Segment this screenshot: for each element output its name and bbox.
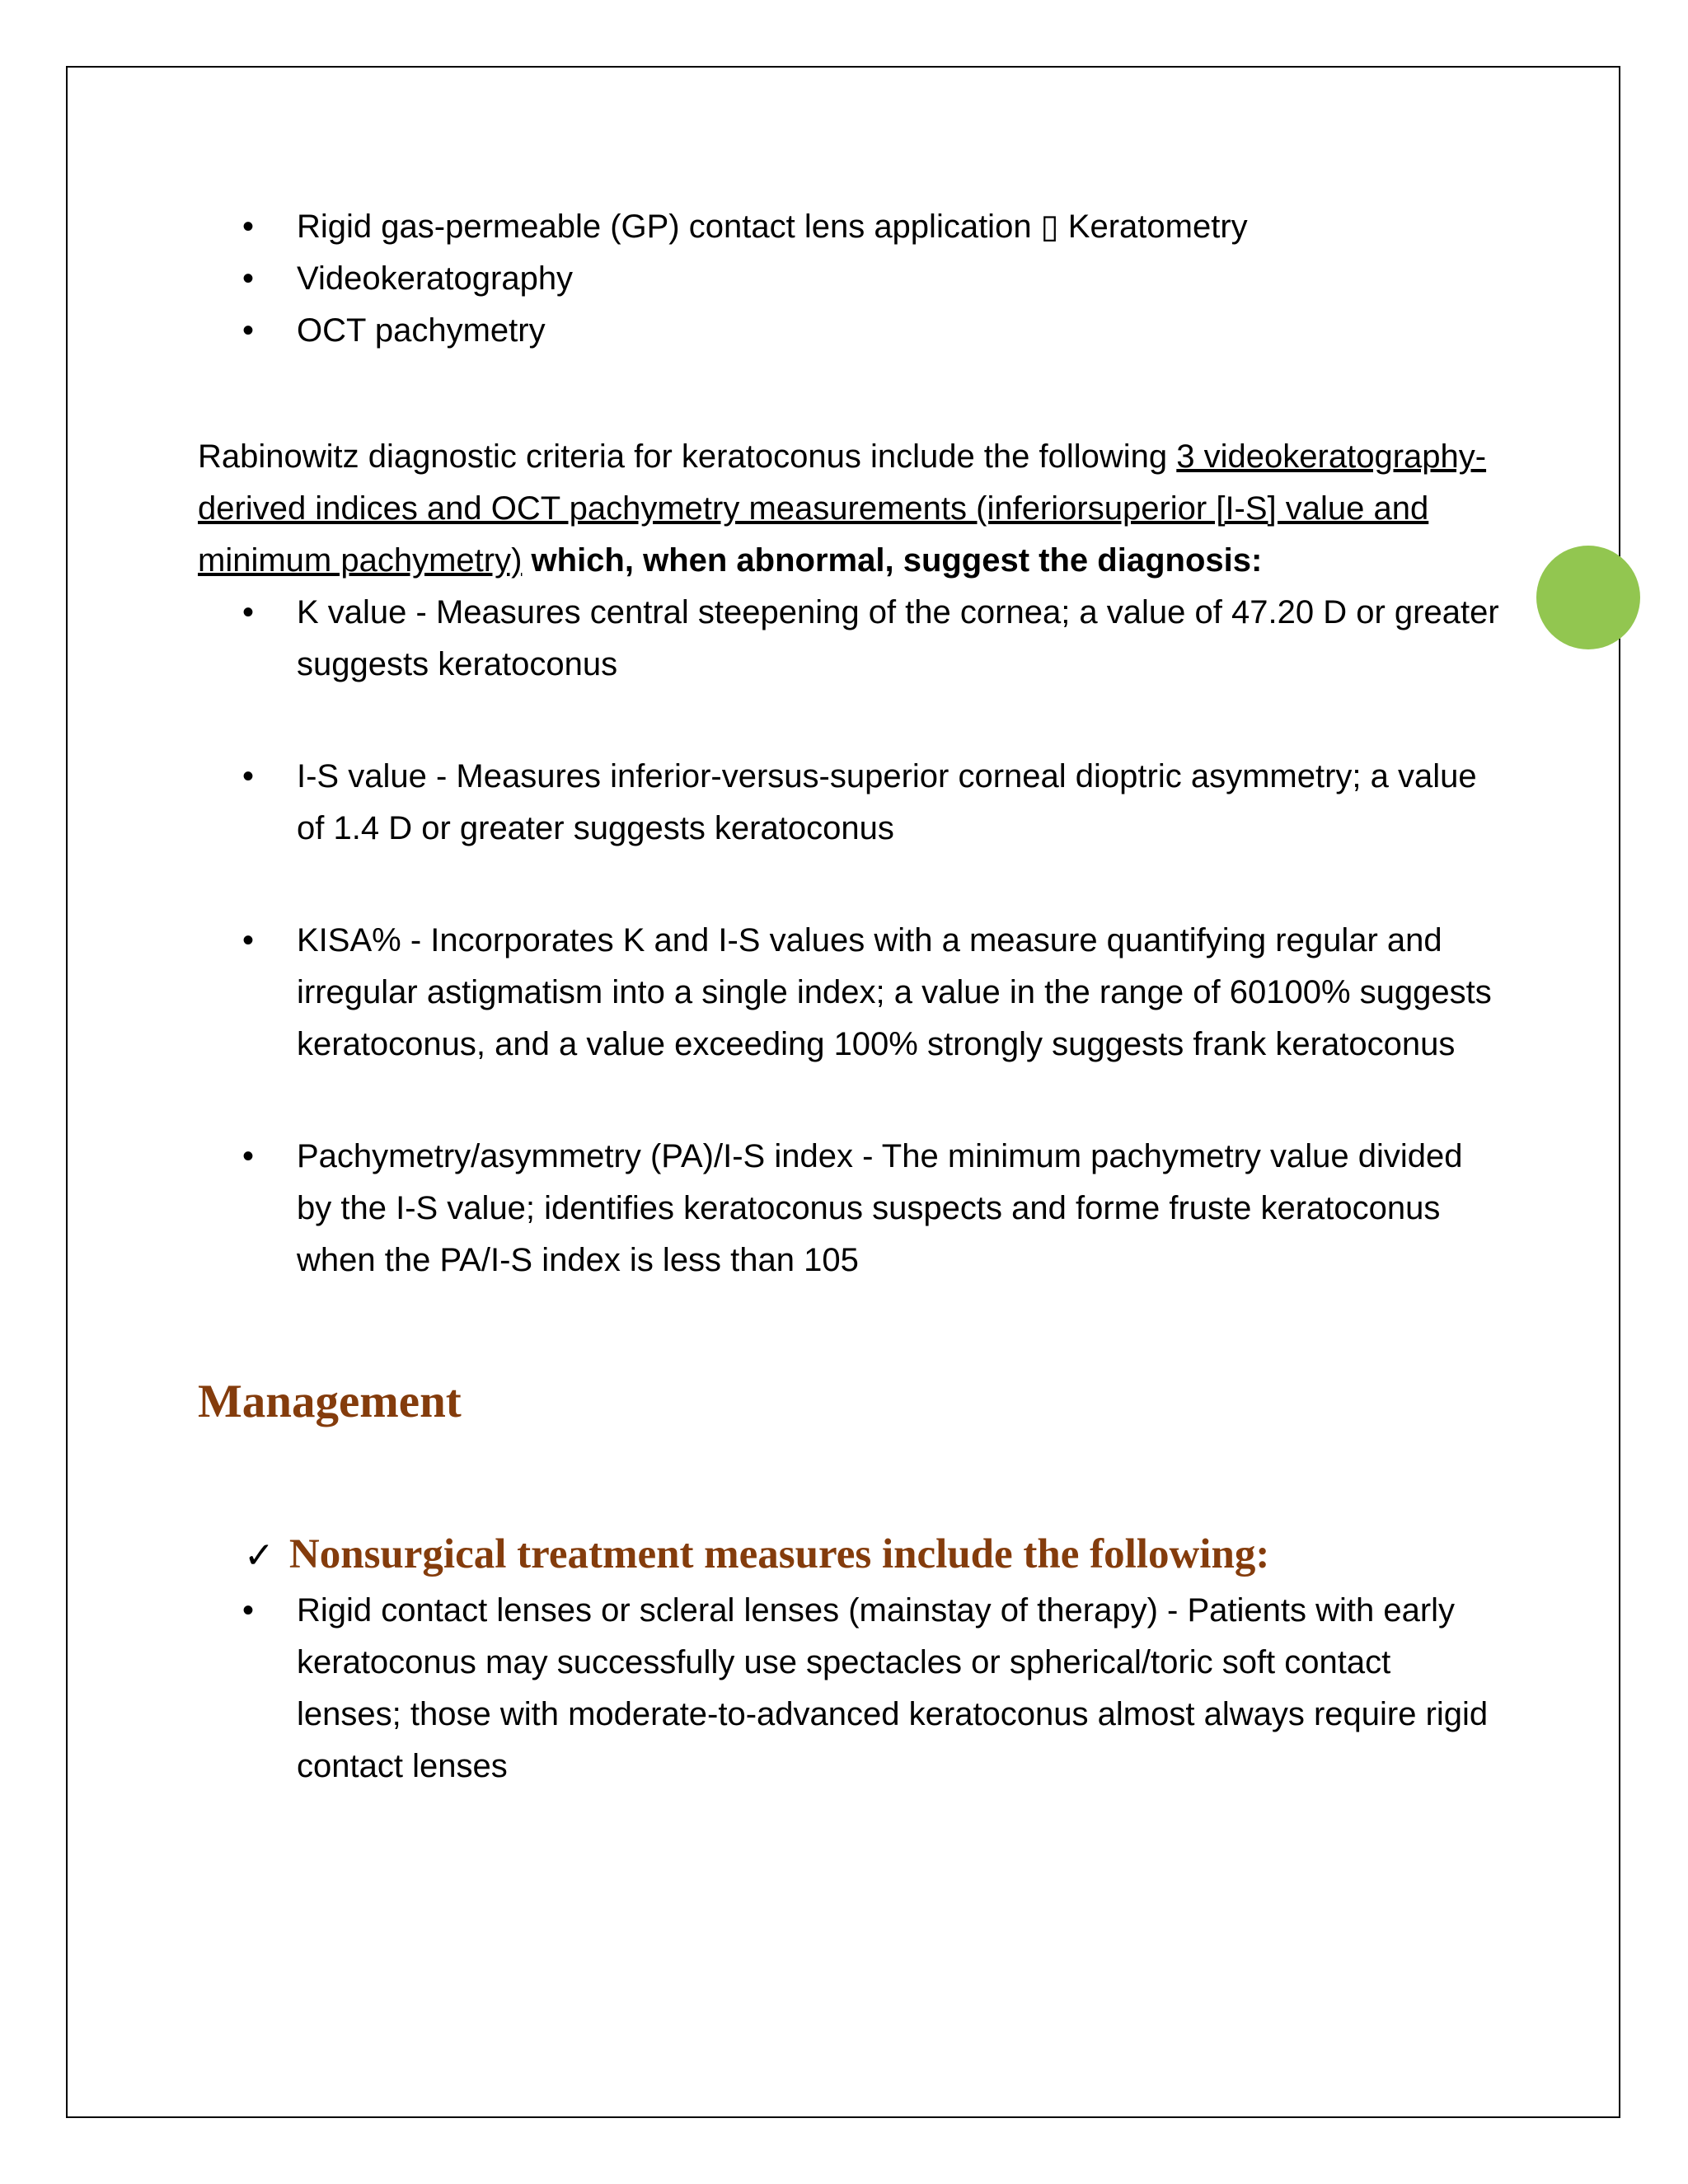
list-item: • OCT pachymetry bbox=[198, 305, 1500, 357]
list-item: • K value - Measures central steepening of the cornea; a value of 47.20 D or greater suggests keratoconus bbox=[198, 587, 1500, 691]
management-list bbox=[198, 1585, 1500, 1793]
nonsurgical-subheading: ✓ Nonsurgical treatment measures include the following: bbox=[244, 1531, 1270, 1577]
criteria-bold: which, when abnormal, suggest the diagnosis: bbox=[522, 542, 1263, 579]
bullet-icon: • bbox=[242, 594, 255, 630]
management-heading: Management bbox=[198, 1376, 462, 1427]
diagnostic-tools-list bbox=[198, 201, 1500, 357]
list-item: • Rigid gas-permeable (GP) contact lens application ▯ Keratometry bbox=[198, 201, 1500, 253]
bullet-icon: • bbox=[242, 260, 255, 297]
criteria-intro: Rabinowitz diagnostic criteria for keratoconus include the following bbox=[198, 438, 1177, 475]
list-item: • KISA% - Incorporates K and I-S values with a measure quantifying regular and irregular astigmatism into a single index; a value in the range of 60100% suggests keratoconus, and a value exceeding 100% strongly suggests frank keratoconus bbox=[198, 915, 1500, 1071]
bullet-icon: • bbox=[242, 922, 255, 958]
bullet-icon: • bbox=[242, 312, 255, 349]
bullet-icon: • bbox=[242, 1592, 255, 1629]
criteria-list bbox=[198, 587, 1500, 1286]
criteria-underlined: 3 videokeratography-derived indices and OCT pachymetry measurements (inferiorsuperior [I-S] value and minimum pachymetry) bbox=[198, 438, 1487, 579]
checkmark-icon: ✓ bbox=[244, 1535, 274, 1577]
list-item: • Videokeratography bbox=[198, 253, 1500, 305]
bullet-icon: • bbox=[242, 758, 255, 794]
bullet-icon: • bbox=[242, 1138, 255, 1174]
decorative-green-circle bbox=[1536, 546, 1640, 649]
document-content bbox=[198, 201, 1500, 1793]
list-item: • I-S value - Measures inferior-versus-superior corneal dioptric asymmetry; a value of 1.4 D or greater suggests keratoconus bbox=[198, 751, 1500, 855]
list-item: • Pachymetry/asymmetry (PA)/I-S index - The minimum pachymetry value divided by the I-S value; identifies keratoconus suspects and forme fruste keratoconus when the PA/I-S index is less than 105 bbox=[198, 1131, 1500, 1286]
criteria-paragraph bbox=[198, 431, 1500, 587]
list-item: • Rigid contact lenses or scleral lenses (mainstay of therapy) - Patients with early keratoconus may successfully use spectacles or spherical/toric soft contact lenses; those with moderate-to-advanced keratoconus almost always require rigid contact lenses bbox=[198, 1585, 1500, 1793]
bullet-icon: • bbox=[242, 209, 255, 245]
